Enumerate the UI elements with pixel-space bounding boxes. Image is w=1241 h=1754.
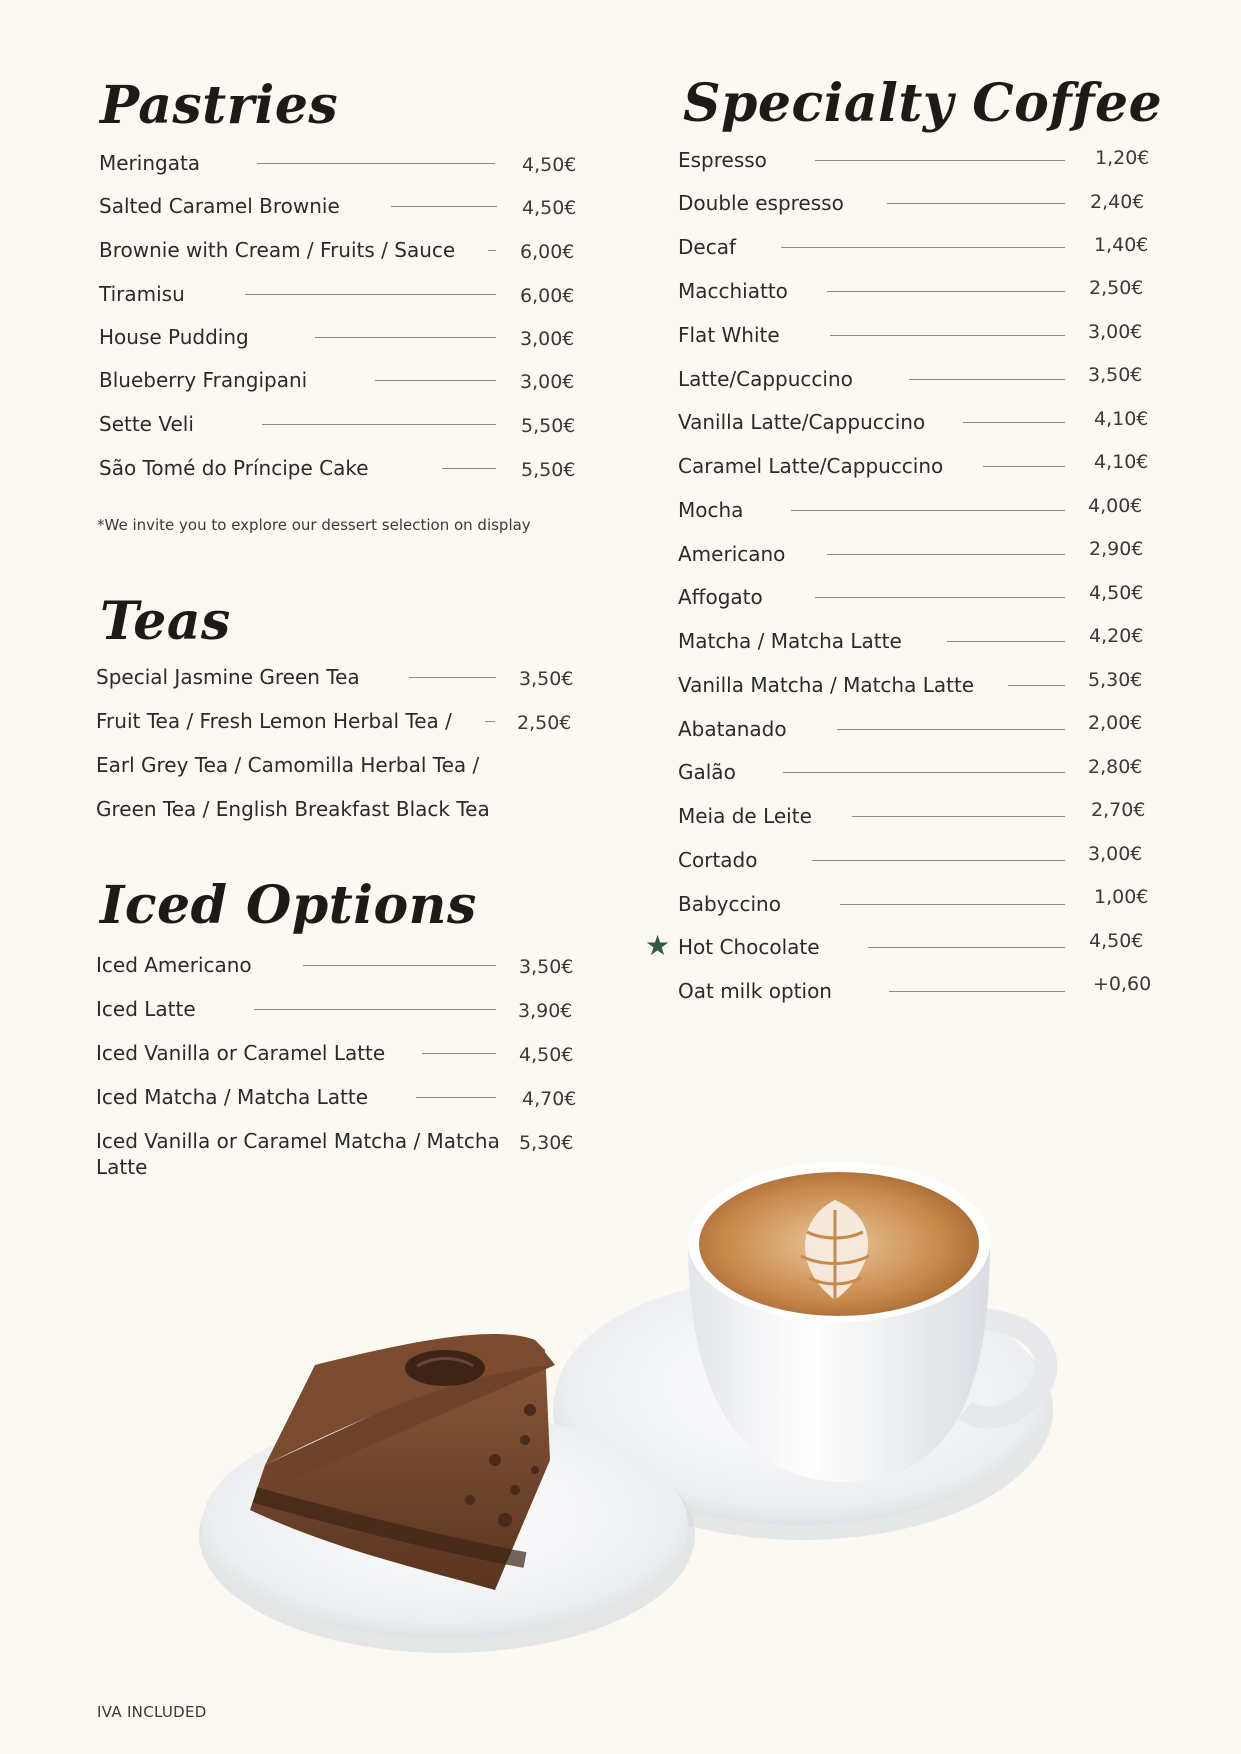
item-price: 2,80€ xyxy=(1088,756,1143,778)
menu-item xyxy=(99,238,577,268)
menu-item xyxy=(99,325,577,355)
menu-item xyxy=(678,756,1148,790)
item-price: 5,30€ xyxy=(519,1132,574,1154)
item-price: 4,10€ xyxy=(1094,451,1149,473)
leader-line xyxy=(812,860,1065,861)
menu-item xyxy=(99,412,577,442)
menu-item xyxy=(99,282,577,312)
leader-line xyxy=(963,422,1065,423)
menu-item xyxy=(678,582,1148,615)
leader-line xyxy=(257,163,495,164)
item-price: 6,00€ xyxy=(520,241,575,263)
item-name: Meia de Leite xyxy=(678,804,812,828)
item-name: Meringata xyxy=(99,151,201,175)
item-name: Vanilla Matcha / Matcha Latte xyxy=(678,673,975,697)
item-name: Special Jasmine Green Tea xyxy=(96,665,360,689)
menu-item xyxy=(96,709,574,739)
item-name: Babyccino xyxy=(678,892,781,916)
item-price: 4,50€ xyxy=(1089,930,1144,952)
leader-line xyxy=(852,816,1065,817)
item-price: 5,50€ xyxy=(521,459,576,481)
leader-line xyxy=(391,206,497,207)
item-price: +0,60 xyxy=(1093,973,1152,995)
leader-line xyxy=(303,965,496,966)
menu-item xyxy=(99,151,577,181)
item-price: 4,50€ xyxy=(1089,582,1144,604)
leader-line xyxy=(488,250,496,251)
item-price: 5,30€ xyxy=(1088,669,1143,691)
menu-item xyxy=(96,953,574,983)
item-price: 3,90€ xyxy=(518,1000,573,1022)
leader-line xyxy=(254,1009,496,1010)
leader-line xyxy=(442,468,496,469)
leader-line xyxy=(947,641,1065,642)
item-price: 1,40€ xyxy=(1094,234,1149,256)
leader-line xyxy=(889,991,1065,992)
item-name: Decaf xyxy=(678,235,736,259)
menu-item xyxy=(678,973,1152,1009)
leader-line xyxy=(815,597,1065,598)
menu-item xyxy=(678,843,1148,878)
menu-item xyxy=(99,368,577,398)
leader-line xyxy=(830,335,1065,336)
item-price: 3,50€ xyxy=(519,668,574,690)
tea-continuation-line: Earl Grey Tea / Camomilla Herbal Tea / xyxy=(96,753,480,777)
menu-item xyxy=(678,148,1148,178)
menu-item xyxy=(678,495,1148,528)
dessert-note: *We invite you to explore our dessert selection on display xyxy=(97,516,531,534)
menu-item xyxy=(678,410,1148,440)
cake-and-coffee-photo xyxy=(195,1160,1075,1670)
leader-line xyxy=(409,677,496,678)
item-name: Fruit Tea / Fresh Lemon Herbal Tea / xyxy=(96,709,452,733)
item-price: 2,00€ xyxy=(1088,712,1143,734)
item-name: House Pudding xyxy=(99,325,249,349)
menu-item xyxy=(96,665,574,695)
item-price: 3,00€ xyxy=(520,371,575,393)
leader-line xyxy=(840,904,1065,905)
item-name: Affogato xyxy=(678,585,763,609)
item-name: Iced Americano xyxy=(96,953,252,977)
item-name: Tiramisu xyxy=(99,282,185,306)
item-name: Caramel Latte/Cappuccino xyxy=(678,454,944,478)
item-name: Iced Latte xyxy=(96,997,196,1021)
item-price: 2,50€ xyxy=(517,712,572,734)
item-name: Iced Vanilla or Caramel Matcha / Matcha xyxy=(96,1129,500,1153)
item-price: 5,50€ xyxy=(521,415,576,437)
item-name: Americano xyxy=(678,542,786,566)
item-price: 4,50€ xyxy=(522,197,577,219)
menu-item xyxy=(678,235,1148,265)
menu-item xyxy=(678,364,1148,397)
item-name: Matcha / Matcha Latte xyxy=(678,629,902,653)
item-name: Espresso xyxy=(678,148,767,172)
leader-line xyxy=(422,1053,496,1054)
pastries-heading: Pastries xyxy=(100,75,339,136)
item-name: São Tomé do Príncipe Cake xyxy=(99,456,369,480)
item-name: Hot Chocolate xyxy=(678,935,820,959)
item-name: Iced Vanilla or Caramel Latte xyxy=(96,1041,386,1065)
item-name: Galão xyxy=(678,760,736,784)
item-price: 2,50€ xyxy=(1089,277,1144,299)
leader-line xyxy=(887,203,1065,204)
teas-heading: Teas xyxy=(100,591,231,652)
item-name: Oat milk option xyxy=(678,979,832,1003)
leader-line xyxy=(837,729,1065,730)
specialty-coffee-heading: Specialty Coffee xyxy=(683,73,1163,134)
item-name: Brownie with Cream / Fruits / Sauce xyxy=(99,238,456,262)
menu-item xyxy=(96,997,574,1027)
item-name: Latte/Cappuccino xyxy=(678,367,853,391)
item-name: Blueberry Frangipani xyxy=(99,368,308,392)
menu-item xyxy=(99,194,577,224)
menu-item xyxy=(678,451,1149,484)
leader-line xyxy=(375,380,496,381)
item-price: 1,20€ xyxy=(1095,147,1150,169)
item-price: 2,70€ xyxy=(1091,799,1146,821)
leader-line xyxy=(416,1097,496,1098)
iva-footer: IVA INCLUDED xyxy=(97,1703,207,1721)
menu-item xyxy=(678,669,1148,703)
leader-line xyxy=(245,294,496,295)
menu-item xyxy=(678,712,1148,747)
leader-line xyxy=(827,554,1065,555)
menu-item xyxy=(678,323,1148,353)
menu-item xyxy=(678,930,1148,965)
item-price: 4,10€ xyxy=(1094,408,1149,430)
item-price: 3,50€ xyxy=(519,956,574,978)
item-price: 4,70€ xyxy=(522,1088,577,1110)
menu-item xyxy=(678,279,1148,309)
menu-item xyxy=(678,538,1148,572)
menu-item xyxy=(96,1129,574,1159)
item-name: Flat White xyxy=(678,323,780,347)
item-price: 3,50€ xyxy=(1088,364,1143,386)
item-name: Sette Veli xyxy=(99,412,194,436)
iced-item-continuation: Latte xyxy=(96,1155,148,1179)
item-name: Macchiatto xyxy=(678,279,788,303)
item-name: Abatanado xyxy=(678,717,787,741)
item-price: 2,40€ xyxy=(1090,191,1145,213)
item-price: 2,90€ xyxy=(1089,538,1144,560)
leader-line xyxy=(909,379,1065,380)
leader-line xyxy=(791,510,1065,511)
menu-item xyxy=(99,456,577,486)
leader-line xyxy=(783,772,1065,773)
leader-line xyxy=(485,721,495,722)
item-price: 4,50€ xyxy=(522,154,577,176)
item-price: 3,00€ xyxy=(520,328,575,350)
item-name: Iced Matcha / Matcha Latte xyxy=(96,1085,369,1109)
item-name: Cortado xyxy=(678,848,758,872)
menu-item xyxy=(678,799,1148,834)
menu-item xyxy=(678,886,1149,922)
leader-line xyxy=(983,466,1065,467)
menu-item xyxy=(678,191,1148,221)
leader-line xyxy=(815,160,1065,161)
star-icon: ★ xyxy=(645,929,671,962)
iced-options-heading: Iced Options xyxy=(100,875,477,936)
leader-line xyxy=(1008,685,1065,686)
item-price: 3,00€ xyxy=(1088,843,1143,865)
menu-item xyxy=(678,625,1148,659)
leader-line xyxy=(262,424,496,425)
item-price: 4,00€ xyxy=(1088,495,1143,517)
item-price: 4,50€ xyxy=(519,1044,574,1066)
tea-continuation-line: Green Tea / English Breakfast Black Tea xyxy=(96,797,490,821)
item-name: Mocha xyxy=(678,498,744,522)
menu-item xyxy=(96,1085,577,1115)
leader-line xyxy=(868,947,1065,948)
leader-line xyxy=(827,291,1065,292)
item-name: Double espresso xyxy=(678,191,844,215)
leader-line xyxy=(489,1141,496,1142)
leader-line xyxy=(315,337,496,338)
item-price: 4,20€ xyxy=(1089,625,1144,647)
item-price: 6,00€ xyxy=(520,285,575,307)
item-name: Salted Caramel Brownie xyxy=(99,194,340,218)
menu-item xyxy=(96,1041,574,1071)
item-price: 3,00€ xyxy=(1088,321,1143,343)
item-name: Vanilla Latte/Cappuccino xyxy=(678,410,926,434)
leader-line xyxy=(781,247,1065,248)
item-price: 1,00€ xyxy=(1094,886,1149,908)
